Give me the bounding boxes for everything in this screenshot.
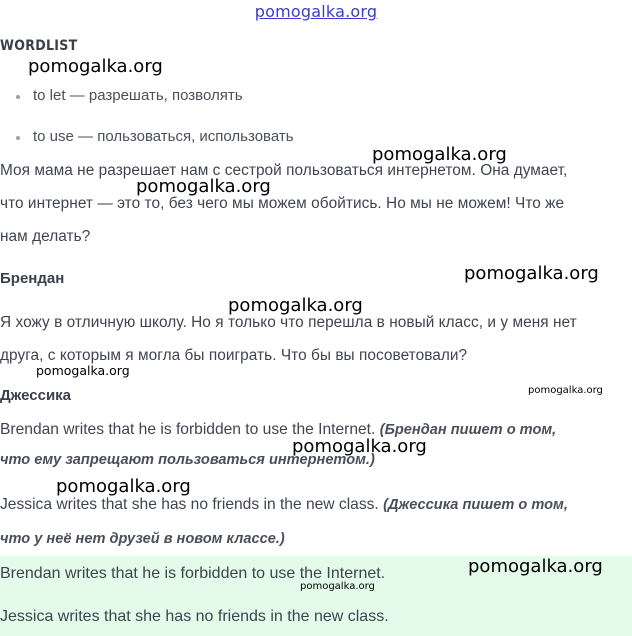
- watermark: pomogalka.org: [28, 56, 163, 77]
- letter-line: Я хожу в отличную школу. Но я только что перешла в новый класс, и у меня нет: [0, 314, 577, 331]
- answer-paragraph: [0, 488, 632, 556]
- wordlist-item: [16, 87, 243, 104]
- letter-signature: Брендан: [0, 270, 65, 287]
- letter-paragraph: [0, 154, 632, 253]
- watermark: pomogalka.org: [292, 436, 427, 457]
- letter-line: друга, с которым я могла бы поиграть. Что бы вы посоветовали?: [0, 347, 468, 364]
- final-answer-line: Jessica writes that she has no friends in the new class.: [0, 608, 389, 625]
- watermark: pomogalka.org: [56, 476, 191, 497]
- site-header-link[interactable]: pomogalka.org: [254, 2, 378, 21]
- watermark: pomogalka.org: [136, 176, 271, 197]
- letter-signature: Джессика: [0, 387, 72, 404]
- answer-english: Brendan writes that he is forbidden to use the Internet.: [0, 421, 376, 438]
- wordlist-item-text: to use — пользоваться, использовать: [33, 128, 294, 145]
- answer-translation: что у неё нет друзей в новом классе.): [0, 531, 285, 547]
- answer-translation: (Джессика пишет о том,: [383, 497, 568, 513]
- bullet-icon: [16, 136, 20, 140]
- answer-translation: что ему запрещают пользоваться интернетом.): [0, 452, 375, 468]
- bullet-icon: [16, 95, 20, 99]
- watermark: pomogalka.org: [372, 144, 507, 165]
- letter-line: Моя мама не разрешает нам с сестрой пользоваться интернетом. Она думает,: [0, 162, 568, 179]
- wordlist-item: [16, 128, 294, 145]
- letter-line: что интернет — это то, без чего мы можем обойтись. Но мы не можем! Что же: [0, 195, 565, 212]
- letter-line: нам делать?: [0, 228, 91, 245]
- final-answer-line: Brendan writes that he is forbidden to use the Internet.: [0, 565, 386, 582]
- watermark: pomogalka.org: [300, 581, 375, 592]
- watermark: pomogalka.org: [528, 385, 603, 396]
- wordlist-item-text: to let — разрешать, позволять: [33, 87, 243, 104]
- watermark: pomogalka.org: [468, 556, 603, 577]
- wordlist-title: WORDLIST: [0, 38, 78, 54]
- answer-english: Jessica writes that she has no friends in the new class.: [0, 496, 379, 513]
- watermark: pomogalka.org: [228, 295, 363, 316]
- answer-translation: (Брендан пишет о том,: [379, 422, 557, 438]
- watermark: pomogalka.org: [36, 363, 130, 378]
- watermark: pomogalka.org: [464, 263, 599, 284]
